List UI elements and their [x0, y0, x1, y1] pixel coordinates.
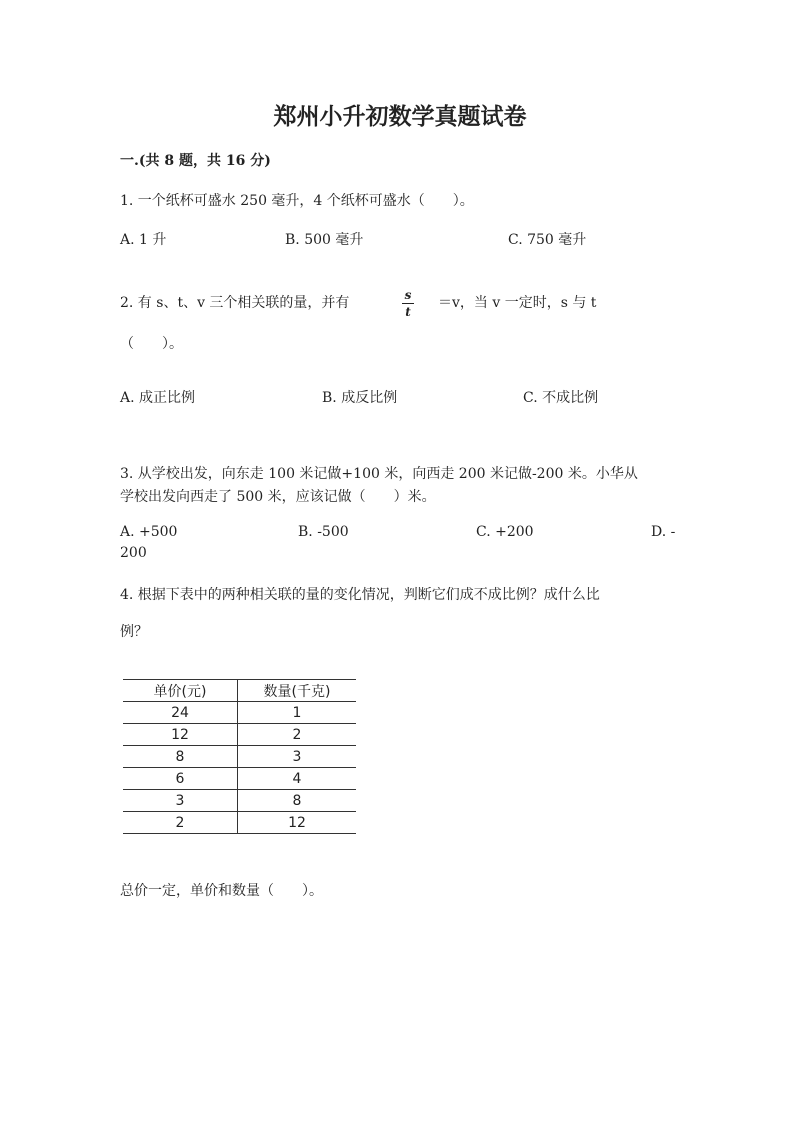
- question-2-option-b: B. 成反比例: [322, 390, 398, 406]
- page-title: 郑州小升初数学真题试卷: [273, 103, 527, 130]
- question-3-option-d-wrap: 200: [120, 545, 147, 561]
- table-row: [123, 790, 356, 812]
- table-row: [123, 812, 356, 834]
- table-cell-quantity: 2: [238, 724, 357, 746]
- question-3-option-b: B. -500: [298, 524, 349, 540]
- table-cell-quantity: 1: [238, 702, 357, 724]
- price-quantity-table: [123, 679, 356, 834]
- question-2-fraction: [398, 287, 418, 320]
- question-3-option-a: A. +500: [120, 524, 178, 540]
- table-header-quantity: 数量(千克): [238, 680, 357, 702]
- question-3-line-2: 学校出发向西走了 500 米，应该记做（ ）米。: [120, 489, 436, 505]
- question-3-option-d: D. -: [651, 524, 676, 540]
- question-2-option-c: C. 不成比例: [523, 390, 599, 406]
- table-cell-unit-price: 3: [123, 790, 238, 812]
- fraction-numerator: s: [404, 288, 412, 302]
- question-2-option-a: A. 成正比例: [120, 390, 196, 406]
- table-row: [123, 702, 356, 724]
- question-1-option-a: A. 1 升: [120, 232, 167, 248]
- question-1-option-b: B. 500 毫升: [285, 232, 364, 248]
- question-1-text: 1. 一个纸杯可盛水 250 毫升，4 个纸杯可盛水（ ）。: [120, 193, 474, 209]
- question-2-blank-line: （ ）。: [120, 336, 183, 352]
- table-cell-quantity: 3: [238, 746, 357, 768]
- question-3-option-c: C. +200: [476, 524, 534, 540]
- question-4-line-2: 例？: [120, 624, 148, 640]
- question-2-suffix: ＝v，当 v 一定时，s 与 t: [438, 295, 597, 311]
- table-row: [123, 768, 356, 790]
- table-header-unit-price: 单价(元): [123, 680, 238, 702]
- question-4-line-1: 4. 根据下表中的两种相关联的量的变化情况，判断它们成不成比例？成什么比: [120, 587, 600, 603]
- section-header: 一.(共 8 题，共 16 分): [120, 153, 271, 169]
- question-3-line-1: 3. 从学校出发，向东走 100 米记做+100 米，向西走 200 米记做-200 米。小华从: [120, 466, 638, 482]
- fraction-denominator: t: [405, 305, 411, 319]
- table-cell-quantity: 4: [238, 768, 357, 790]
- table-row: [123, 746, 356, 768]
- table-cell-unit-price: 2: [123, 812, 238, 834]
- table-cell-unit-price: 6: [123, 768, 238, 790]
- question-2-prefix: 2. 有 s、t、v 三个相关联的量，并有: [120, 295, 350, 311]
- question-4-answer-line: 总价一定，单价和数量（ ）。: [120, 883, 323, 899]
- table-cell-unit-price: 24: [123, 702, 238, 724]
- table-cell-unit-price: 12: [123, 724, 238, 746]
- question-1-option-c: C. 750 毫升: [508, 232, 587, 248]
- table-cell-unit-price: 8: [123, 746, 238, 768]
- table-cell-quantity: 8: [238, 790, 357, 812]
- table-cell-quantity: 12: [238, 812, 357, 834]
- table-row: [123, 724, 356, 746]
- table-header-row: [123, 680, 356, 702]
